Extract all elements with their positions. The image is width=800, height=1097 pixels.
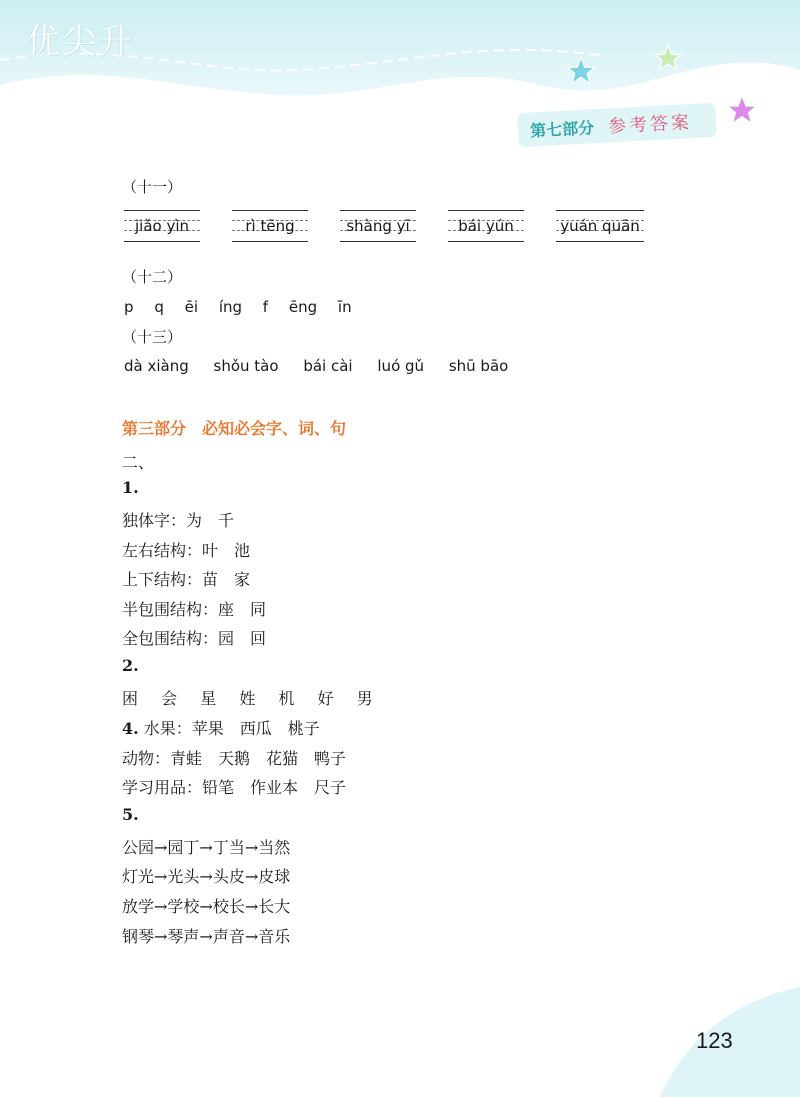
q5-number: 5. bbox=[122, 805, 139, 824]
q4-number: 4. bbox=[122, 719, 139, 738]
pinyin-grid bbox=[124, 210, 676, 242]
heading-sec11: （十一） bbox=[122, 178, 183, 196]
star-icon bbox=[566, 56, 596, 86]
q1-line: 上下结构：苗 家 bbox=[122, 570, 251, 589]
q1-line: 半包围结构：座 同 bbox=[122, 600, 267, 619]
pinyin-box: jiǎo yìn bbox=[124, 210, 200, 242]
sec12-items: p q ēi íng f ēng īn bbox=[124, 298, 352, 316]
q5-line: 放学→学校→校长→长大 bbox=[122, 897, 291, 916]
pinyin-box: rì tēng bbox=[232, 210, 308, 242]
q2-chars: 困 会 星 姓 机 好 男 bbox=[122, 689, 373, 708]
q1-line: 左右结构：叶 池 bbox=[122, 541, 251, 560]
part3-sub: 二、 bbox=[122, 453, 155, 472]
q4-line: 学习用品：铅笔 作业本 尺子 bbox=[122, 778, 347, 797]
q2-number: 2. bbox=[122, 656, 139, 675]
heading-sec13: （十三） bbox=[122, 328, 183, 346]
page-number: 123 bbox=[696, 1028, 733, 1053]
q5-line: 灯光→光头→头皮→皮球 bbox=[122, 867, 291, 886]
tag-part: 第七部分 bbox=[529, 117, 595, 141]
q5-line: 公园→园丁→丁当→当然 bbox=[122, 838, 291, 857]
part3-title: 第三部分 必知必会字、词、句 bbox=[122, 419, 347, 438]
q1-line: 全包围结构：园 回 bbox=[122, 629, 267, 648]
heading-sec12: （十二） bbox=[122, 268, 183, 286]
star-icon bbox=[654, 44, 682, 72]
tag-title: 参考答案 bbox=[607, 112, 693, 138]
sec13-words: dà xiàng shǒu tào bái cài luó gǔ shū bāo bbox=[124, 357, 509, 375]
q1-line: 独体字：为 千 bbox=[122, 511, 235, 530]
q4-line: 4. 水果：苹果 西瓜 桃子 bbox=[122, 719, 320, 738]
pinyin-box: yuán quān bbox=[556, 210, 644, 242]
q5-line: 钢琴→琴声→声音→音乐 bbox=[122, 927, 291, 946]
star-icon bbox=[726, 94, 758, 126]
pinyin-box: bái yún bbox=[448, 210, 524, 242]
brand-logo: 优尖升 bbox=[26, 22, 134, 62]
q4-line: 动物：青蛙 天鹅 花猫 鸭子 bbox=[122, 749, 347, 768]
pinyin-box: shàng yī bbox=[340, 210, 416, 242]
q1-number: 1. bbox=[122, 478, 139, 497]
